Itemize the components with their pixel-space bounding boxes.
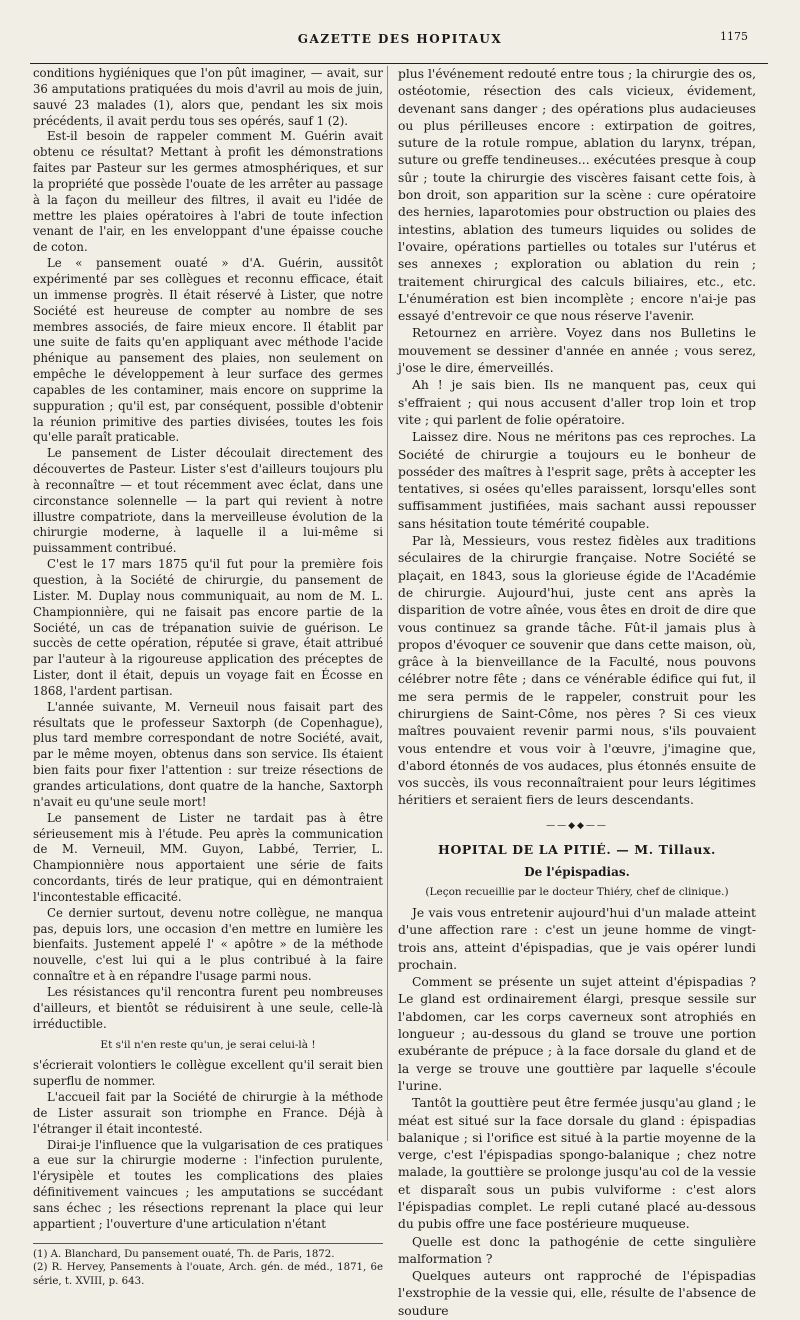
paragraph: Le pansement de Lister découlait directement des découvertes de Pasteur. Lister s'est d'ailleurs toujours plu à reconnaître — et tout récemment avec éclat, dans une circonstance solennelle — la part qui revient à notre illustre compatriote, dans la merveilleuse évolution de la chirurgie moderne, à laquelle il a lui-même si puissamment contribué. (33, 446, 383, 556)
footnote: (2) R. Hervey, Pansements à l'ouate, Arch. gén. de méd., 1871, 6e série, t. XVIII, p. 643. (33, 1262, 383, 1287)
paragraph: s'écrierait volontiers le collègue excellent qu'il serait bien superflu de nommer. (33, 1058, 383, 1089)
paragraph: Ce dernier surtout, devenu notre collègue, ne manqua pas, depuis lors, une occasion d'en mettre en lumière les bienfaits. Justement appelé l' « apôtre » de la méthode nouvelle, c'est lui qui a le plus contribué à la faire connaître et à en répandre l'usage parmi nous. (33, 905, 383, 984)
right-column (398, 66, 756, 1320)
paragraph: L'année suivante, M. Verneuil nous faisait part des résultats que le professeur Saxtorph (de Copenhague), plus tard membre correspondant de notre Société, avait, par le même moyen, obtenus dans son service. Ils étaient bien faits pour fixer l'attention : sur treize résections de grandes articulations, dont quatre de la hanche, Saxtorph n'avait eu qu'une seule mort! (33, 699, 383, 809)
footnotes-rule (33, 1243, 383, 1244)
column-divider (387, 66, 388, 1141)
paragraph: Dirai-je l'influence que la vulgarisation de ces pratiques a eue sur la chirurgie moderne : l'infection purulente, l'érysipèle et toutes les complications des plaies définitivement vaincues ; les amputations se succédant sans échec ; les résections reprenant la place qui leur appartient ; l'ouverture d'une articulation n'étant (33, 1137, 383, 1231)
page-number: 1175 (720, 30, 748, 43)
paragraph: L'accueil fait par la Société de chirurgie à la méthode de Lister assurait son triomphe en France. Déjà à l'étranger il était incontesté. (33, 1090, 383, 1136)
section-title: HOPITAL DE LA PITIÉ. — M. Tillaux. (438, 842, 716, 858)
paragraph: Ah ! je sais bien. Ils ne manquent pas, ceux qui s'effraient ; qui nous accusent d'aller trop loin et trop vite ; qui parlent de folie opératoire. (398, 378, 756, 427)
verse-quote: Et s'il n'en reste qu'un, je serai celui-là ! (100, 1039, 316, 1052)
paragraph: Les résistances qu'il rencontra furent peu nombreuses d'ailleurs, et bientôt se réduisirent à une seule, celle-là irréductible. (33, 984, 383, 1031)
left-column (33, 66, 383, 1288)
subsection-title: De l'épispadias. (524, 865, 630, 880)
paragraph: conditions hygiéniques que l'on pût imaginer, — avait, sur 36 amputations pratiquées du mois d'avril au mois de juin, sauvé 23 malades (1), alors que, pendant les six mois précédents, il avait perdu tous ses opérés, sauf 1 (2). (33, 66, 383, 128)
footnote: (1) A. Blanchard, Du pansement ouaté, Th. de Paris, 1872. (33, 1248, 335, 1260)
page-header (0, 28, 800, 52)
paragraph: Tantôt la gouttière peut être fermée jusqu'au gland ; le méat est situé sur la face dorsale du gland : épispadias balanique ; si l'orifice est situé à la partie moyenne de la verge, c'est l'épispadias spongo-balanique ; chez notre malade, la gouttière se prolonge jusqu'au col de la vessie et disparaît sous un pubis vulviforme : c'est alors l'épispadias complet. Le repli cutané placé au-dessous du pubis offre une face postérieure muqueuse. (398, 1096, 756, 1232)
paragraph: Par là, Messieurs, vous restez fidèles aux traditions séculaires de la chirurgie française. Notre Société se plaçait, en 1843, sous la glorieuse égide de l'Académie de chirurgie. Aujourd'hui, juste cent ans après la disparition de votre aînée, vous êtes en droit de dire que vous continuez sa grande tâche. Fût-il jamais plus à propos d'évoquer ce souvenir que dans cette maison, où, grâce à la bienveillance de la Faculté, nous pouvons célébrer notre fête ; dans ce vénérable édifice qui fut, il me sera permis de le rappeler, construit pour les chirurgiens de Saint-Côme, nos pères ? Si ces vieux maîtres pouvaient revenir parmi nous, s'ils pouvaient vous entendre et vous voir à l'œuvre, j'imagine que, d'abord étonnés de vos audaces, plus étonnés ensuite de vos succès, ils vous reconnaîtraient pour leurs légitimes héritiers et seraient fiers de leurs descendants. (398, 534, 756, 808)
section-separator: ——◆◆—— (546, 820, 608, 831)
paragraph: Je vais vous entretenir aujourd'hui d'un malade atteint d'une affection rare : c'est un jeune homme de vingt-trois ans, atteint d'épispadias, que je vais opérer lundi prochain. (398, 905, 756, 972)
subsection-note: (Leçon recueillie par le docteur Thiéry, chef de clinique.) (425, 885, 729, 898)
paragraph: Le pansement de Lister ne tardait pas à être sérieusement mis à l'étude. Peu après la communication de M. Verneuil, MM. Guyon, Labbé, Terrier, L. Championnière nous apportaient une série de faits concordants, tirés de leur pratique, qui en démontraient l'incontestable efficacité. (33, 810, 383, 904)
paragraph: plus l'événement redouté entre tous ; la chirurgie des os, ostéotomie, résection des cals vicieux, évidement, devenant sans danger ; des opérations plus audacieuses ou plus périlleuses encore : extirpation de goitres, suture de la rotule rompue, ablation du larynx, trépan, suture ou greffe tendineuses... exécutées presque à coup sûr ; toute la chirurgie des viscères faisant cette fois, à bon droit, son apparition sur la scène : cure opératoire des hernies, laparotomies pour obstruction ou plaies des intestins, ablation des tumeurs liquides ou solides de l'ovaire, opérations partielles ou totales sur l'utérus et ses annexes ; exploration ou ablation du rein ; traitement chirurgical des calculs biliaires, etc., etc. L'énumération est bien incomplète ; encore n'ai-je pas essayé d'entrevoir ce que nous réserve l'avenir. (398, 67, 756, 324)
paragraph: C'est le 17 mars 1875 qu'il fut pour la première fois question, à la Société de chirurgie, du pansement de Lister. M. Duplay nous communiquait, au nom de M. L. Championnière, qui ne faisait pas encore partie de la Société, un cas de trépanation suivie de guérison. Le succès de cette opération, réputée si grave, était attribué par l'auteur à la rigoureuse application des préceptes de Lister, dont il était, depuis un voyage fait en Écosse en 1868, l'ardent partisan. (33, 557, 383, 698)
paragraph: Est-il besoin de rappeler comment M. Guérin avait obtenu ce résultat? Mettant à profit les démonstrations faites par Pasteur sur les germes atmosphériques, et sur la propriété que possède l'ouate de les arrêter au passage à la façon du meilleur des filtres, il avait eu l'idée de mettre les plaies opératoires à l'abri de toute infection venant de l'air, en les enveloppant d'une épaisse couche de coton. (33, 129, 383, 255)
paragraph: Comment se présente un sujet atteint d'épispadias ? Le gland est ordinairement élargi, presque sessile sur l'abdomen, car les corps caverneux sont atrophiés en longueur ; au-dessous du gland se trouve une portion exubérante de prépuce ; à la face dorsale du gland et de la verge se trouve une gouttière par laquelle s'écoule l'urine. (398, 975, 756, 1093)
header-rule (30, 63, 768, 64)
paragraph: Retournez en arrière. Voyez dans nos Bulletins le mouvement se dessiner d'année en année ; vous serez, j'ose le dire, émerveillés. (398, 326, 756, 376)
paragraph: Quelques auteurs ont rapproché de l'épispadias l'exstrophie de la vessie qui, elle, résulte de l'absence de soudure (398, 1269, 756, 1318)
paragraph: Le « pansement ouaté » d'A. Guérin, aussitôt expérimenté par ses collègues et reconnu efficace, était un immense progrès. Il était réservé à Lister, que notre Société est heureuse de compter au nombre de ses membres associés, de faire mieux encore. Il établit par une suite de faits qu'en appliquant avec méthode l'acide phénique au pansement des plaies, non seulement on empêche le développement à leur surface des germes capables de les contaminer, mais encore on supprime la suppuration ; qu'il est, par conséquent, possible d'obtenir la réunion primitive des parties divisées, toutes les fois qu'elle paraît praticable. (33, 256, 383, 445)
paragraph: Quelle est donc la pathogénie de cette singulière malformation ? (398, 1234, 756, 1266)
journal-title: GAZETTE DES HOPITAUX (297, 32, 503, 46)
paragraph: Laissez dire. Nous ne méritons pas ces reproches. La Société de chirurgie a toujours eu le bonheur de posséder des maîtres à l'esprit sage, prêts à accepter les tentatives, si osées qu'elles paraissent, lorsqu'elles sont suffisamment justifiées, mais sachant aussi repousser sans hésitation toute témérité coupable. (398, 430, 756, 531)
